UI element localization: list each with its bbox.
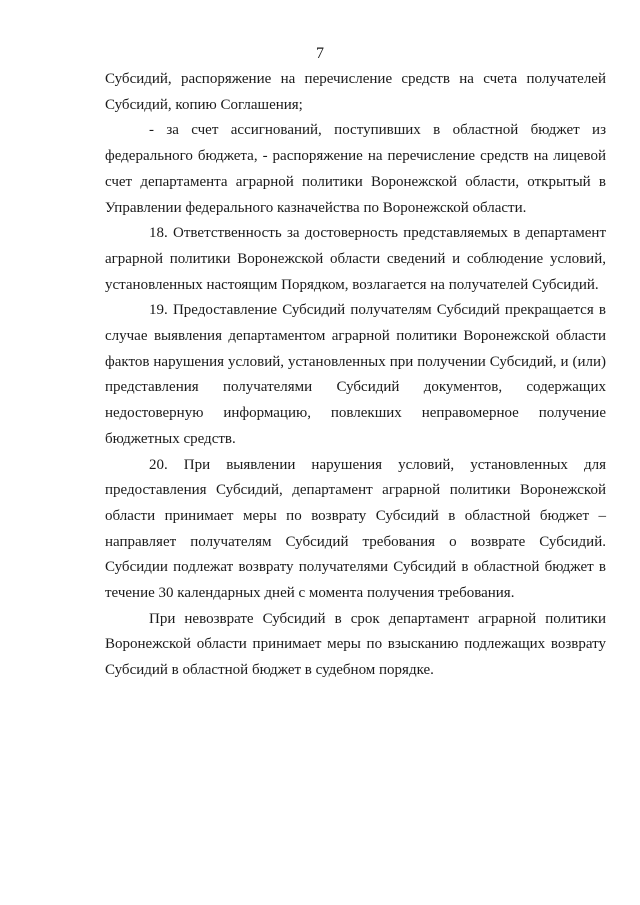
paragraph-non-return: При невозврате Субсидий в срок департамент аграрной политики Воронежской области принимает меры по взысканию подлежащих возврату Субсидий в областной бюджет в судебном порядке.	[105, 610, 606, 679]
paragraph-20-violations: 20. При выявлении нарушения условий, установленных для предоставления Субсидий, департамент аграрной политики Воронежской области принимает меры по возврату Субсидий в областной бюджет – направляет получателям Субсидий требования о возврате Субсидий. Субсидии подлежат возврату получателями Субсидий в областной бюджет в течение 30 календарных дней с момента получения требования.	[105, 456, 606, 602]
paragraph-federal-budget: - за счет ассигнований, поступивших в областной бюджет из федерального бюджета, - распоряжение на перечисление средств на лицевой счет департамента аграрной политики Воронежской области, открытый в Управлении федерального казначейства по Воронежской области.	[105, 122, 606, 216]
paragraph-19-termination: 19. Предоставление Субсидий получателям Субсидий прекращается в случае выявления департаментом аграрной политики Воронежской области фактов нарушения условий, установленных при получении Субсидий, и (или) представления получателями Субсидий документов, содержащих недостоверную информацию, повлекших неправомерное получение бюджетных средств.	[105, 302, 606, 447]
paragraph-continuation: Субсидий, распоряжение на перечисление средств на счета получателей Субсидий, копию Соглашения;	[105, 71, 606, 113]
page-number: 7	[316, 45, 324, 62]
paragraph-18-responsibility: 18. Ответственность за достоверность представляемых в департамент аграрной политики Воронежской области сведений и соблюдение условий, установленных настоящим Порядком, возлагается на получателей Субсидий.	[105, 225, 606, 293]
document-body	[105, 67, 606, 684]
